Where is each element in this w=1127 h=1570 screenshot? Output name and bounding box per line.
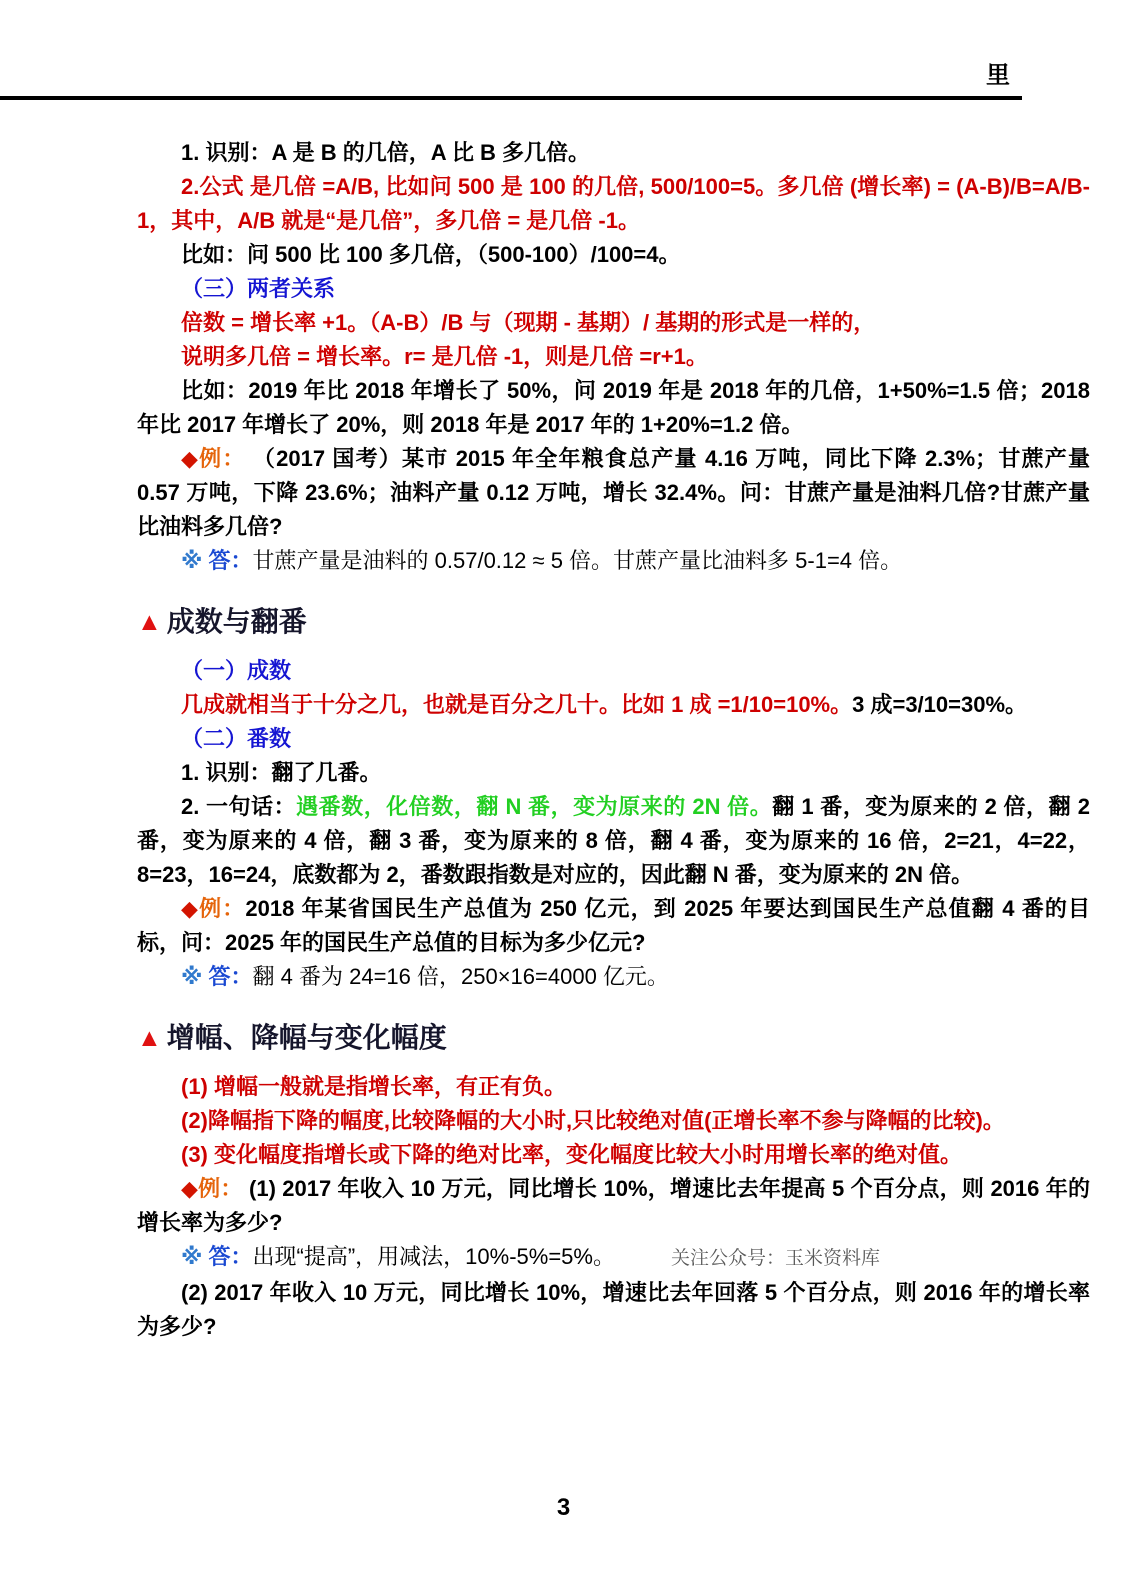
page-body — [0, 100, 1127, 1344]
wechat-account-note: 关注公众号：玉米资料库 — [670, 1248, 880, 1269]
answer-label: 答： — [208, 964, 253, 989]
answer-text: 出现“提高”，用减法，10%-5%=5%。 — [252, 1244, 615, 1269]
page-corner-mark: 里 — [986, 62, 1010, 89]
subheading-fanshu: （二）番数 — [181, 726, 292, 751]
para-multiples-formula: 2.公式 是几倍 =A/B, 比如问 500 是 100 的几倍, 500/100=5。多几倍 (增长率) = (A-B)/B=A/B-1，其中，A/B 就是“是几倍”，多几倍 = 是几倍 -1。 — [137, 174, 1090, 233]
section-title: 增幅、降幅与变化幅度 — [166, 1022, 447, 1053]
example-diamond-icon: ◆ — [181, 896, 200, 921]
para-fanshu-answer — [137, 960, 1090, 994]
answer-star-icon: ※ — [181, 964, 203, 989]
page-number: 3 — [556, 1494, 571, 1521]
para-multiples-identify: 1. 识别：A 是 B 的几倍，A 比 B 多几倍。 — [181, 140, 591, 165]
para-amplitude-point2: (2)降幅指下降的幅度,比较降幅的大小时,只比较绝对值(正增长率不参与降幅的比较)。 — [181, 1108, 1005, 1133]
triangle-icon: ▲ — [137, 608, 162, 636]
answer-label: 答： — [208, 1244, 253, 1269]
section-heading-chengshu-fanfan — [137, 602, 1090, 642]
example-label: 例： — [199, 896, 246, 921]
example-diamond-icon: ◆ — [181, 1176, 199, 1201]
fanshu-lead: 2. 一句话： — [181, 794, 297, 819]
para-relation-example: 比如：2019 年比 2018 年增长了 50%，问 2019 年是 2018 年的几倍，1+50%=1.5 倍；2018 年比 2017 年增长了 20%，则 2018 年是 2017 年的 1+20%=1.2 倍。 — [137, 378, 1090, 437]
fanshu-rest: 翻 1 番，变为原来的 2 倍，翻 2 番，变为原来的 4 倍，翻 3 番，变为原来的 8 倍，翻 4 番，变为原来的 16 倍，2=21，4=22，8=23，16=24，底数都为 2，番数跟指数是对应的，因此翻 N 番，变为原来的 2N 倍。 — [137, 794, 1090, 887]
para-relation-line2: 说明多几倍 = 增长率。r= 是几倍 -1，则是几倍 =r+1。 — [181, 344, 708, 369]
subheading-relation: （三）两者关系 — [181, 276, 336, 301]
para-chengshu — [137, 688, 1090, 722]
para-multiples-answer — [137, 544, 1090, 578]
para-fanshu-example — [137, 892, 1090, 960]
example-text: 2018 年某省国民生产总值为 250 亿元，到 2025 年要达到国民生产总值翻 4 番的目标，问：2025 年的国民生产总值的目标为多少亿元? — [137, 896, 1090, 955]
page-footer — [0, 1494, 1127, 1522]
answer-label: 答： — [208, 548, 253, 573]
para-amplitude-answer — [137, 1240, 1090, 1276]
para-multiples-example — [137, 442, 1090, 544]
para-multiples-formula-example: 比如：问 500 比 100 多几倍，（500-100）/100=4。 — [181, 242, 681, 267]
example-label: 例： — [198, 1176, 243, 1201]
chengshu-definition-black: 3 成=3/10=30%。 — [852, 692, 1028, 717]
para-fanshu-rule — [137, 790, 1090, 892]
para-amplitude-example — [137, 1172, 1090, 1240]
para-amplitude-point1: (1) 增幅一般就是指增长率，有正有负。 — [181, 1074, 567, 1099]
section-title: 成数与翻番 — [166, 606, 307, 637]
answer-star-icon: ※ — [181, 548, 203, 573]
fanshu-keyword-green: 遇番数，化倍数，翻 N 番，变为原来的 2N 倍。 — [296, 794, 773, 819]
example-text: （2017 国考）某市 2015 年全年粮食总产量 4.16 万吨，同比下降 2.3%；甘蔗产量 0.57 万吨，下降 23.6%；油料产量 0.12 万吨，增长 32.4%。问：甘蔗产量是油料几倍?甘蔗产量比油料多几倍? — [137, 446, 1090, 539]
triangle-icon: ▲ — [137, 1024, 162, 1052]
chengshu-definition-red: 几成就相当于十分之几，也就是百分之几十。比如 1 成 =1/10=10%。 — [181, 692, 853, 717]
answer-text: 甘蔗产量是油料的 0.57/0.12 ≈ 5 倍。甘蔗产量比油料多 5-1=4 倍。 — [252, 548, 903, 573]
answer-star-icon: ※ — [181, 1244, 203, 1269]
answer-text: 翻 4 番为 24=16 倍，250×16=4000 亿元。 — [252, 964, 669, 989]
section-heading-amplitude — [137, 1018, 1090, 1058]
subheading-chengshu: （一）成数 — [181, 658, 292, 683]
para-amplitude-example2: (2) 2017 年收入 10 万元，同比增长 10%，增速比去年回落 5 个百分点，则 2016 年的增长率为多少? — [137, 1280, 1090, 1339]
page-header — [0, 0, 1127, 96]
example-label: 例： — [199, 446, 246, 471]
para-fanshu-identify: 1. 识别：翻了几番。 — [181, 760, 382, 785]
para-relation-line1: 倍数 = 增长率 +1。（A-B）/B 与（现期 - 基期）/ 基期的形式是一样的， — [181, 310, 876, 335]
example-diamond-icon: ◆ — [181, 446, 200, 471]
example-text: (1) 2017 年收入 10 万元，同比增长 10%，增速比去年提高 5 个百分点，则 2016 年的增长率为多少? — [137, 1176, 1090, 1235]
para-amplitude-point3: (3) 变化幅度指增长或下降的绝对比率，变化幅度比较大小时用增长率的绝对值。 — [181, 1142, 963, 1167]
